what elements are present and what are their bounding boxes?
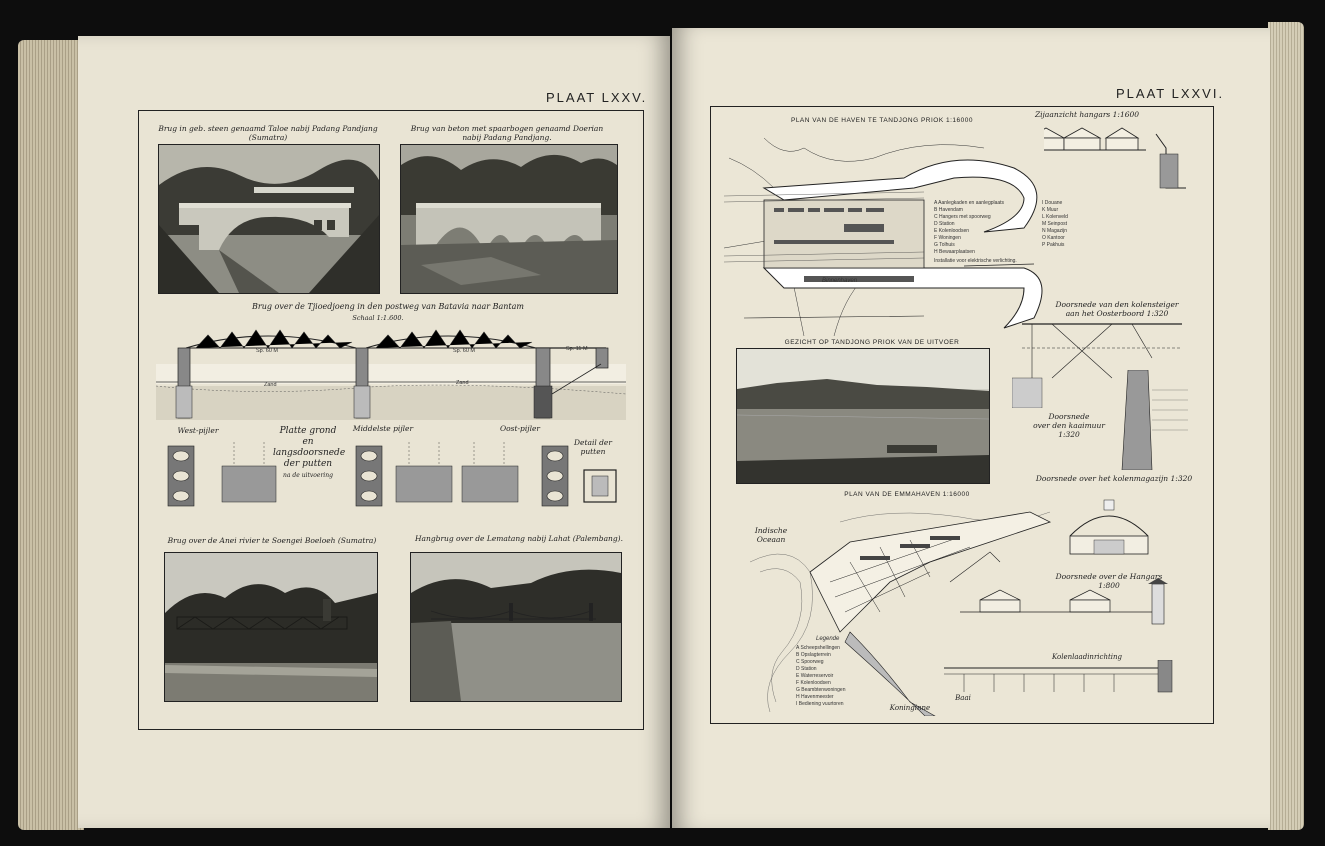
photo-doerian-bridge <box>400 144 618 294</box>
coal-loading-installation <box>944 660 1184 696</box>
legend-item-k: K Muur <box>1042 207 1059 213</box>
detail-title-line2: putten <box>580 447 606 456</box>
photo-lematang-bridge <box>410 552 622 702</box>
plan-title-line3: langsdoorsnede <box>273 448 346 458</box>
bridge-scale: Schaal 1:1.600. <box>352 314 404 322</box>
legend-item-d: D Station <box>934 221 955 227</box>
legende-title: Legende <box>816 636 840 642</box>
hangars-side-elevation <box>960 578 1180 628</box>
photo2-caption <box>396 124 618 142</box>
tandjong-priok-view-image <box>737 349 989 483</box>
emmahaven-title: PLAN VAN DE EMMAHAVEN 1:16000 <box>844 491 970 498</box>
legend-item-l: L Kolenveld <box>1042 214 1068 220</box>
electric-label: Installatie voor elektrische verlichting. <box>934 258 1017 264</box>
hangars-elevation <box>1026 124 1196 194</box>
kolenmagazijn-title: Doorsnede over het kolenmagazijn 1:320 <box>1035 474 1193 483</box>
legende-item-d: D Station <box>796 666 817 672</box>
hangar-cross-section <box>1064 496 1154 558</box>
west-pillar-title: West-pijler <box>177 426 219 435</box>
plan-title-line4: der putten <box>283 459 333 469</box>
legende-item-e: E Waterreservoir <box>796 673 834 679</box>
legend-item-a: A Aanlegkaden en aanlegplaats <box>934 200 1005 206</box>
left-plate-title: PLAAT LXXV. <box>546 90 648 105</box>
binnenhaven-label: Binnenhaven <box>822 278 858 284</box>
photo-tandjong-priok-view <box>736 348 990 484</box>
span-label-2: Sp. 60 M <box>453 348 476 354</box>
kaaimuur-section <box>1118 370 1188 470</box>
kaaimuur-title-line1: Doorsnede <box>1048 412 1090 421</box>
zand-label-2: Zand <box>456 380 469 386</box>
kaaimuur-title <box>1024 412 1114 439</box>
legende-item-c: C Spoorweg <box>796 659 824 665</box>
indische-oceaan-label <box>746 526 796 544</box>
hangars-section-title: Doorsnede over de Hangars 1:800 <box>1055 572 1163 590</box>
legend-item-n: N Magazijn <box>1042 228 1068 234</box>
tandjong-priok-harbour-plan <box>724 128 1044 336</box>
span-label-1: Sp. 60 M <box>256 348 279 354</box>
zand-label-1: Zand <box>264 382 277 388</box>
legend-item-m: M Seinpost <box>1042 221 1068 227</box>
bridge-drawing-title: Brug over de Tjioedjoeng in den postweg van Batavia naar Bantam <box>252 302 524 311</box>
legende-item-a: A Scheepshellingen <box>796 645 840 651</box>
photo2-caption-line2: nabij Padang Pandjang. <box>462 133 552 142</box>
right-page-edges <box>1268 22 1304 830</box>
kolenlaad-title: Kolenlaadinrichting <box>1051 653 1122 661</box>
taloe-bridge-image <box>159 145 379 293</box>
truss-bridge-elevation <box>156 324 626 422</box>
indische-oceaan-line1: Indische <box>754 526 788 535</box>
legend-item-f: F Woningen <box>934 235 961 241</box>
photo1-caption-line1: Brug in geb. steen genaamd Taloe nabij Padang Pandjang <box>158 124 378 133</box>
detail-title-line1: Detail der <box>574 438 612 447</box>
kolensteiger-title-line2: aan het Oosterboord 1:320 <box>1065 309 1169 318</box>
hangars-title: Zijaanzicht hangars 1:1600 <box>1034 110 1140 119</box>
legend-item-o: O Kantoor <box>1042 235 1065 241</box>
legende-item-f: F Kolenloodsen <box>796 680 831 686</box>
right-page <box>672 28 1270 828</box>
legende-item-g: G Beambtenwoningen <box>796 687 846 693</box>
legend-item-b: B Havendam <box>934 207 963 213</box>
kaaimuur-title-line2: over den kaaimuur 1:320 <box>1033 421 1105 439</box>
legend-item-c: C Hangers met spoorweg <box>934 214 991 220</box>
plan-title-line2: en <box>302 437 314 447</box>
photo2-caption-line1: Brug van beton met spaarbogen genaamd Doerian <box>410 124 604 133</box>
plan-title-line5: na de uitvoering <box>283 472 333 479</box>
photo1-caption-line2: (Sumatra) <box>248 133 288 142</box>
legende-item-b: B Opslagterrein <box>796 652 831 658</box>
legende-item-i: I Bediening vuurtoren <box>796 701 844 707</box>
indische-oceaan-line2: Oceaan <box>756 535 786 544</box>
photo-taloe-bridge <box>158 144 380 294</box>
harbour-plan-title: PLAN VAN DE HAVEN TE TANDJONG PRIOK 1:16000 <box>790 117 973 124</box>
anei-bridge-image <box>165 553 377 701</box>
baai-label: Baai <box>955 694 971 702</box>
photo-anei-bridge <box>164 552 378 702</box>
legend-item-e: E Kolenloodsen <box>934 228 970 234</box>
middle-pillar-title: Middelste pijler <box>352 424 414 433</box>
legend-item-i: I Douane <box>1042 200 1063 206</box>
legende-item-h: H Havenmeester <box>796 694 834 700</box>
east-pillar-title: Oost-pijler <box>499 424 540 433</box>
span-label-3: Sp. 11 M <box>566 346 588 352</box>
lematang-bridge-image <box>411 553 621 701</box>
right-plate-title: PLAAT LXXVI. <box>1116 86 1225 101</box>
koninginne-label: Koninginne <box>889 704 931 712</box>
legend-item-g: G Tolhuis <box>934 242 955 248</box>
view-title: GEZICHT OP TANDJONG PRIOK VAN DE UITVOER <box>784 339 960 346</box>
legend-item-h: H Bewaarplaatsen <box>934 249 975 255</box>
left-page-edges <box>18 40 84 830</box>
legend-item-p: P Pakhuis <box>1042 242 1065 248</box>
kolensteiger-title <box>1052 300 1182 318</box>
photo3-caption: Brug over de Anei rivier te Soengei Boeloeh (Sumatra) <box>167 536 377 545</box>
photo4-caption: Hangbrug over de Lematang nabij Lahat (Palembang). <box>415 534 623 543</box>
left-page <box>78 36 670 828</box>
plan-title-line1: Platte grond <box>279 426 337 436</box>
photo1-caption <box>158 124 378 142</box>
kolensteiger-title-line1: Doorsnede van den kolensteiger <box>1055 300 1179 309</box>
pillar-plans-drawing <box>164 434 634 510</box>
doerian-bridge-image <box>401 145 617 293</box>
